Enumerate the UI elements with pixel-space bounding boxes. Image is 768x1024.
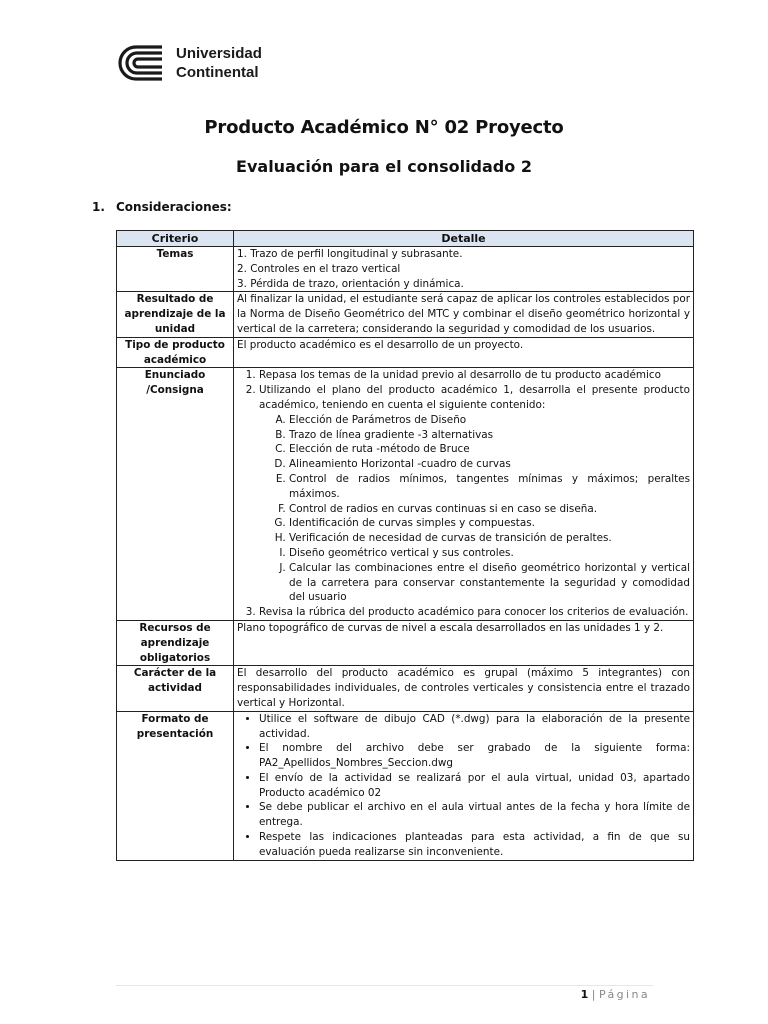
section-heading: [92, 200, 232, 214]
page-number: 1: [580, 988, 589, 1001]
table-row-temas: [117, 247, 694, 292]
university-logo: [116, 41, 276, 85]
logo-line-2: Continental: [176, 64, 259, 81]
list-item: F. Control de radios en curvas continuas si en caso se diseña.: [289, 502, 690, 517]
table-header-row: [117, 231, 694, 247]
criterio-caracter: Carácter de la actividad: [117, 666, 234, 711]
list-item: • Se debe publicar el archivo en el aula virtual antes de la fecha y hora límite de entrega.: [259, 800, 690, 830]
list-item: • El nombre del archivo debe ser grabado de la siguiente forma: PA2_Apellidos_Nombres_Seccion.dwg: [259, 741, 690, 771]
table-row-resultado: [117, 292, 694, 337]
table-row-caracter: [117, 666, 694, 711]
list-item: I. Diseño geométrico vertical y sus controles.: [289, 546, 690, 561]
list-item: H. Verificación de necesidad de curvas de transición de peraltes.: [289, 531, 690, 546]
detalle-temas: [234, 247, 694, 292]
table-row-enunciado: [117, 368, 694, 621]
list-item: C. Elección de ruta -método de Bruce: [289, 442, 690, 457]
tema-line: 1. Trazo de perfil longitudinal y subrasante.: [237, 248, 463, 260]
detalle-enunciado: [234, 368, 694, 621]
detalle-formato: [234, 711, 694, 860]
content-sublist: [259, 413, 690, 605]
table-row-tipo: [117, 337, 694, 368]
logo-text: [176, 44, 262, 82]
page-separator: |: [591, 988, 596, 1001]
criterio-enunciado: Enunciado /Consigna: [117, 368, 234, 621]
format-bullets: [237, 712, 690, 860]
list-item: • Respete las indicaciones planteadas para esta actividad, a fin de que su evaluación pueda realizarse sin inconveniente.: [259, 830, 690, 860]
list-item: B. Trazo de línea gradiente -3 alternativas: [289, 428, 690, 443]
table-row-recursos: [117, 620, 694, 665]
section-number: 1.: [92, 200, 105, 214]
page-footer: [581, 988, 650, 1001]
list-item: G. Identificación de curvas simples y compuestas.: [289, 516, 690, 531]
list-item: [259, 368, 690, 383]
list-item: D. Alineamiento Horizontal -cuadro de curvas: [289, 457, 690, 472]
list-item: [259, 383, 690, 605]
continental-logo-icon: [116, 41, 168, 85]
detalle-tipo: El producto académico es el desarrollo de un proyecto.: [234, 337, 694, 368]
instruction-text: Utilizando el plano del producto académico 1, desarrolla el presente producto académico, teniendo en cuenta el siguiente contenido:: [259, 384, 690, 411]
list-item: A. Elección de Parámetros de Diseño: [289, 413, 690, 428]
header-criterio: Criterio: [117, 231, 234, 247]
instruction-text: Revisa la rúbrica del producto académico para conocer los criterios de evaluación.: [259, 606, 689, 619]
criterio-temas: Temas: [117, 247, 234, 292]
instruction-text: Repasa los temas de la unidad previo al desarrollo de tu producto académico: [259, 369, 661, 382]
detalle-recursos: Plano topográfico de curvas de nivel a escala desarrollados en las unidades 1 y 2.: [234, 620, 694, 665]
list-item: [259, 605, 690, 620]
instructions-list: [237, 368, 690, 620]
criterio-recursos: Recursos de aprendizaje obligatorios: [117, 620, 234, 665]
detalle-resultado: Al finalizar la unidad, el estudiante será capaz de aplicar los controles establecidos por la Norma de Diseño Geométrico del MTC y combinar el diseño geométrico horizontal y vertical de la carretera; considerando la seguridad y comodidad de los usuarios.: [234, 292, 694, 337]
criterio-formato: Formato de presentación: [117, 711, 234, 860]
table-row-formato: [117, 711, 694, 860]
list-item: • El envío de la actividad se realizará por el aula virtual, unidad 03, apartado Producto académico 02: [259, 771, 690, 801]
document-title: Producto Académico N° 02 Proyecto: [204, 117, 564, 138]
detalle-caracter: El desarrollo del producto académico es grupal (máximo 5 integrantes) con responsabilidades individuales, de controles verticales y consistencia entre el trazado vertical y Horizontal.: [234, 666, 694, 711]
header-detalle: Detalle: [234, 231, 694, 247]
list-item: E. Control de radios mínimos, tangentes mínimas y máximos; peraltes máximos.: [289, 472, 690, 502]
criterio-tipo: Tipo de producto académico: [117, 337, 234, 368]
list-item: • Utilice el software de dibujo CAD (*.dwg) para la elaboración de la presente actividad.: [259, 712, 690, 742]
criterio-resultado: Resultado de aprendizaje de la unidad: [117, 292, 234, 337]
logo-line-1: Universidad: [176, 45, 262, 62]
tema-line: 2. Controles en el trazo vertical: [237, 262, 401, 275]
footer-divider: [116, 985, 653, 986]
document-subtitle: Evaluación para el consolidado 2: [236, 157, 532, 176]
page-word: Página: [598, 988, 650, 1001]
list-item: J. Calcular las combinaciones entre el diseño geométrico horizontal y vertical de la carretera para conservar constantemente la seguridad y comodidad del usuario: [289, 561, 690, 605]
section-label: Consideraciones:: [116, 200, 232, 214]
considerations-table: [116, 230, 694, 861]
tema-line: 3. Pérdida de trazo, orientación y dinámica.: [237, 277, 464, 290]
